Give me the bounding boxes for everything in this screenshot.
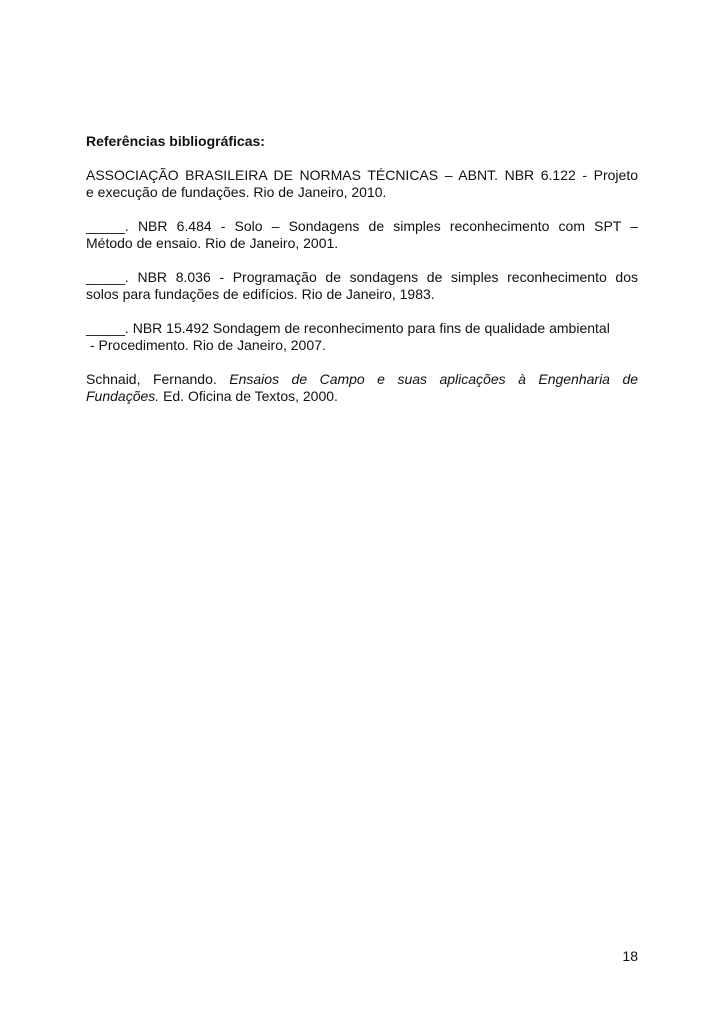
reference-line: solos para fundações de edifícios. Rio de Janeiro, 1983.	[86, 286, 435, 302]
references-heading: Referências bibliográficas:	[86, 133, 265, 149]
page-number: 18	[622, 948, 638, 964]
reference-line: _____. NBR 6.484 - Solo – Sondagens de simples reconhecimento com SPT –	[86, 218, 638, 234]
reference-line: _____. NBR 15.492 Sondagem de reconhecimento para fins de qualidade ambiental	[86, 320, 610, 336]
reference-author: Schnaid, Fernando.	[86, 371, 217, 387]
reference-entry	[86, 371, 638, 405]
reference-line: e execução de fundações. Rio de Janeiro, 2010.	[86, 184, 387, 200]
references-section	[86, 133, 638, 422]
reference-line: Método de ensaio. Rio de Janeiro, 2001.	[86, 235, 339, 251]
reference-entry	[86, 218, 638, 252]
reference-publisher: Ed. Oficina de Textos, 2000.	[163, 388, 338, 404]
reference-line	[86, 388, 638, 405]
reference-entry	[86, 167, 638, 201]
reference-entry	[86, 320, 638, 354]
reference-entry	[86, 269, 638, 303]
reference-line: - Procedimento. Rio de Janeiro, 2007.	[90, 337, 326, 353]
reference-line: _____. NBR 8.036 - Programação de sondagens de simples reconhecimento dos	[86, 269, 638, 285]
reference-title-continued: Fundações.	[86, 388, 160, 404]
reference-line	[86, 371, 638, 388]
reference-title: Ensaios de Campo e suas aplicações à Engenharia de	[229, 371, 639, 387]
reference-line: ASSOCIAÇÃO BRASILEIRA DE NORMAS TÉCNICAS – ABNT. NBR 6.122 - Projeto	[86, 167, 638, 183]
